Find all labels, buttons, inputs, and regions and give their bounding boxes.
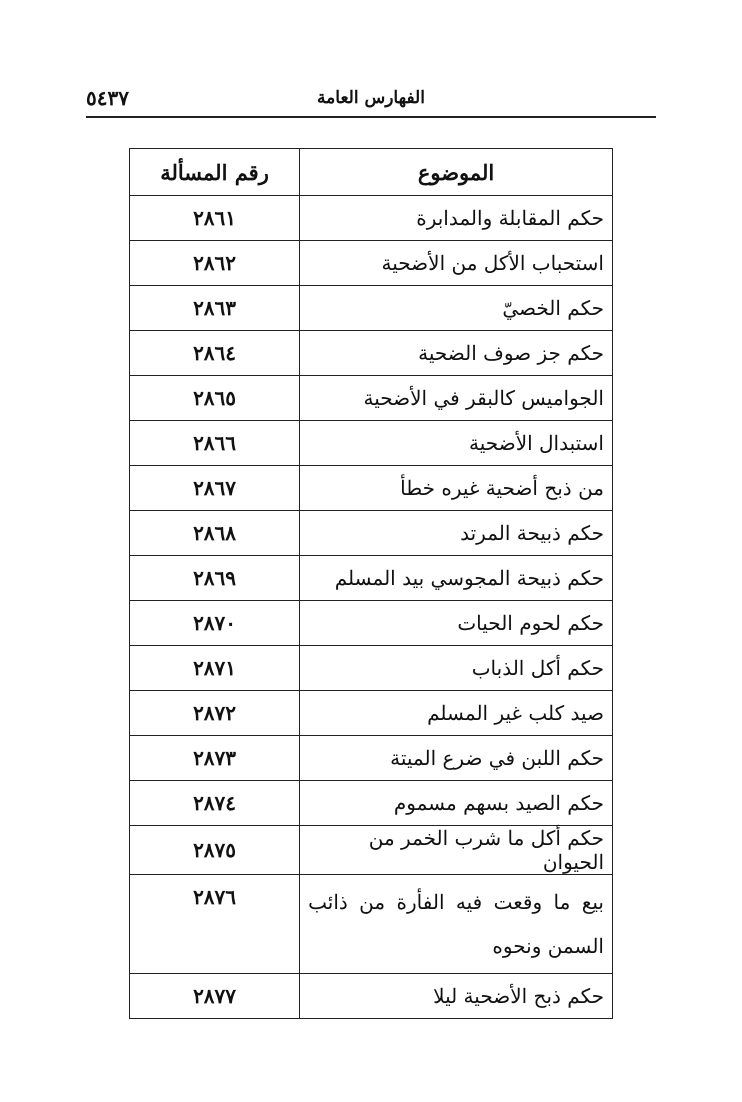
table-row	[130, 241, 613, 286]
table-row	[130, 601, 613, 646]
row-topic: حكم الصيد بسهم مسموم	[300, 781, 613, 826]
row-topic: حكم ذبح الأضحية ليلا	[300, 974, 613, 1019]
row-topic: استحباب الأكل من الأضحية	[300, 241, 613, 286]
table-row	[130, 736, 613, 781]
row-topic: حكم ذبيحة المجوسي بيد المسلم	[300, 556, 613, 601]
row-number: ٢٨٦٢	[130, 241, 300, 286]
row-topic: حكم أكل ما شرب الخمر من الحيوان	[300, 826, 613, 875]
row-number: ٢٨٧٦	[130, 875, 300, 974]
row-topic: الجواميس كالبقر في الأضحية	[300, 376, 613, 421]
row-topic: حكم ذبيحة المرتد	[300, 511, 613, 556]
row-topic: حكم الخصيّ	[300, 286, 613, 331]
table-row	[130, 196, 613, 241]
table-row	[130, 556, 613, 601]
table-row	[130, 974, 613, 1019]
row-number: ٢٨٦٤	[130, 331, 300, 376]
table-row	[130, 826, 613, 875]
row-number: ٢٨٦٣	[130, 286, 300, 331]
row-topic: صيد كلب غير المسلم	[300, 691, 613, 736]
table-row	[130, 511, 613, 556]
row-topic: استبدال الأضحية	[300, 421, 613, 466]
row-topic: بيع ما وقعت فيه الفأرة من ذائب السمن ونحوه	[300, 875, 613, 974]
row-number: ٢٨٦١	[130, 196, 300, 241]
table-row	[130, 331, 613, 376]
row-number: ٢٨٧٠	[130, 601, 300, 646]
page-header	[86, 88, 656, 118]
table-row	[130, 875, 613, 974]
table-row	[130, 286, 613, 331]
row-number: ٢٨٧٤	[130, 781, 300, 826]
row-topic: من ذبح أضحية غيره خطأ	[300, 466, 613, 511]
row-number: ٢٨٦٧	[130, 466, 300, 511]
row-topic: حكم لحوم الحيات	[300, 601, 613, 646]
column-header-number: رقم المسألة	[130, 149, 300, 196]
row-number: ٢٨٧١	[130, 646, 300, 691]
table-row	[130, 781, 613, 826]
row-number: ٢٨٦٨	[130, 511, 300, 556]
row-number: ٢٨٧٣	[130, 736, 300, 781]
row-number: ٢٨٦٦	[130, 421, 300, 466]
row-number: ٢٨٦٥	[130, 376, 300, 421]
row-number: ٢٨٧٧	[130, 974, 300, 1019]
table-row	[130, 691, 613, 736]
row-number: ٢٨٧٥	[130, 826, 300, 875]
table-row	[130, 421, 613, 466]
page-number: ٥٤٣٧	[86, 86, 129, 110]
table-row	[130, 466, 613, 511]
row-number: ٢٨٧٢	[130, 691, 300, 736]
row-number: ٢٨٦٩	[130, 556, 300, 601]
row-topic: حكم جز صوف الضحية	[300, 331, 613, 376]
row-topic: حكم المقابلة والمدابرة	[300, 196, 613, 241]
column-header-topic: الموضوع	[300, 149, 613, 196]
row-topic: حكم أكل الذباب	[300, 646, 613, 691]
table-header-row	[130, 149, 613, 196]
table-row	[130, 646, 613, 691]
page-title: الفهارس العامة	[317, 88, 425, 108]
index-table	[129, 148, 613, 1019]
table-row	[130, 376, 613, 421]
row-topic: حكم اللبن في ضرع الميتة	[300, 736, 613, 781]
